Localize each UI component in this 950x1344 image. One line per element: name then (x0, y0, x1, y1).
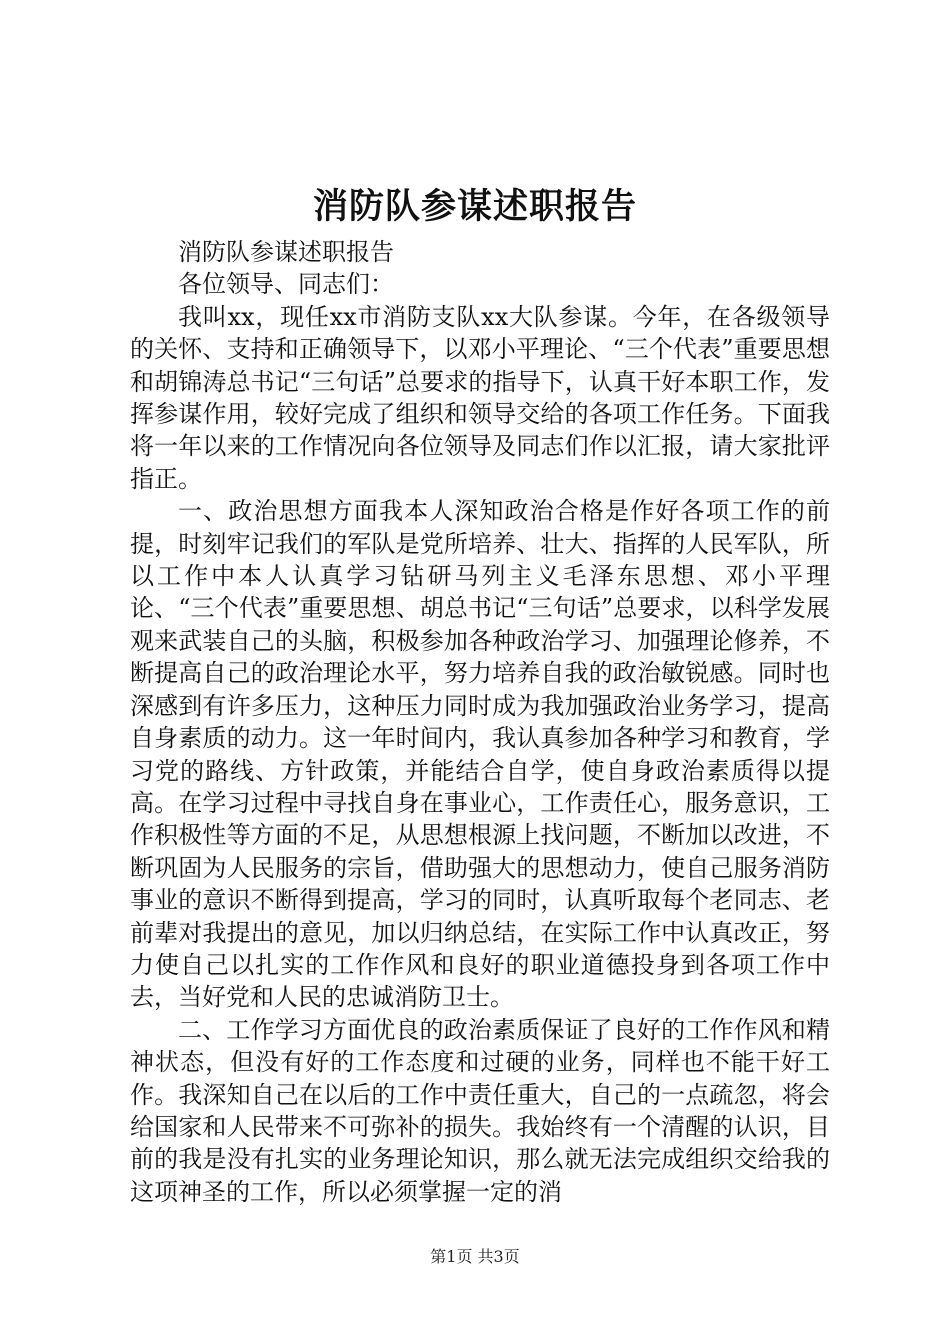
document-title: 消防队参谋述职报告 (312, 186, 637, 227)
paragraph-heading: 消防队参谋述职报告 (178, 238, 394, 266)
paragraph-greeting: 各位领导、同志们： (178, 270, 394, 299)
paragraph-intro: 我叫xx，现任xx市消防支队xx大队参谋。今年，在各级领导的关怀、支持和正确领导下，以邓小平理论、“三个代表”重要思想和胡锦涛总书记“三句话”总要求的指导下，认真干好本职工作，发挥参谋作用，较好完成了组织和领导交给的各项工作任务。下面我将一年以来的工作情况向各位领导及同志们作以汇报，请大家批评指正。 (130, 302, 830, 493)
paragraph-work-study: 二、工作学习方面优良的政治素质保证了良好的工作作风和精神状态，但没有好的工作态度和过硬的业务，同样也不能干好工作。我深知自己在以后的工作中责任重大，自己的一点疏忽，将会给国家和人民带来不可弥补的损失。我始终有一个清醒的认识，目前的我是没有扎实的业务理论知识，那么就无法完成组织交给我的这项神圣的工作，所以必须掌握一定的消 (130, 1015, 830, 1206)
page-number: 第1页 共3页 (430, 1247, 520, 1266)
document-body (130, 236, 830, 1208)
paragraph-political: 一、政治思想方面我本人深知政治合格是作好各项工作的前提，时刻牢记我们的军队是党所培养、壮大、指挥的人民军队，所以工作中本人认真学习钻研马列主义毛泽东思想、邓小平理论、“三个代表”重要思想、胡总书记“三句话”总要求，以科学发展观来武装自己的头脑，积极参加各种政治学习、加强理论修养，不断提高自己的政治理论水平，努力培养自我的政治敏锐感。同时也深感到有许多压力，这种压力同时成为我加强政治业务学习，提高自身素质的动力。这一年时间内，我认真参加各种学习和教育，学习党的路线、方针政策，并能结合自学，使自身政治素质得以提高。在学习过程中寻找自身在事业心，工作责任心，服务意识，工作积极性等方面的不足，从思想根源上找问题，不断加以改进，不断巩固为人民服务的宗旨，借助强大的思想动力，使自己服务消防事业的意识不断得到提高，学习的同时，认真听取每个老同志、老前辈对我提出的意见，加以归纳总结，在实际工作中认真改正，努力使自己以扎实的工作作风和良好的职业道德投身到各项工作中去，当好党和人民的忠诚消防卫士。 (130, 497, 830, 1012)
